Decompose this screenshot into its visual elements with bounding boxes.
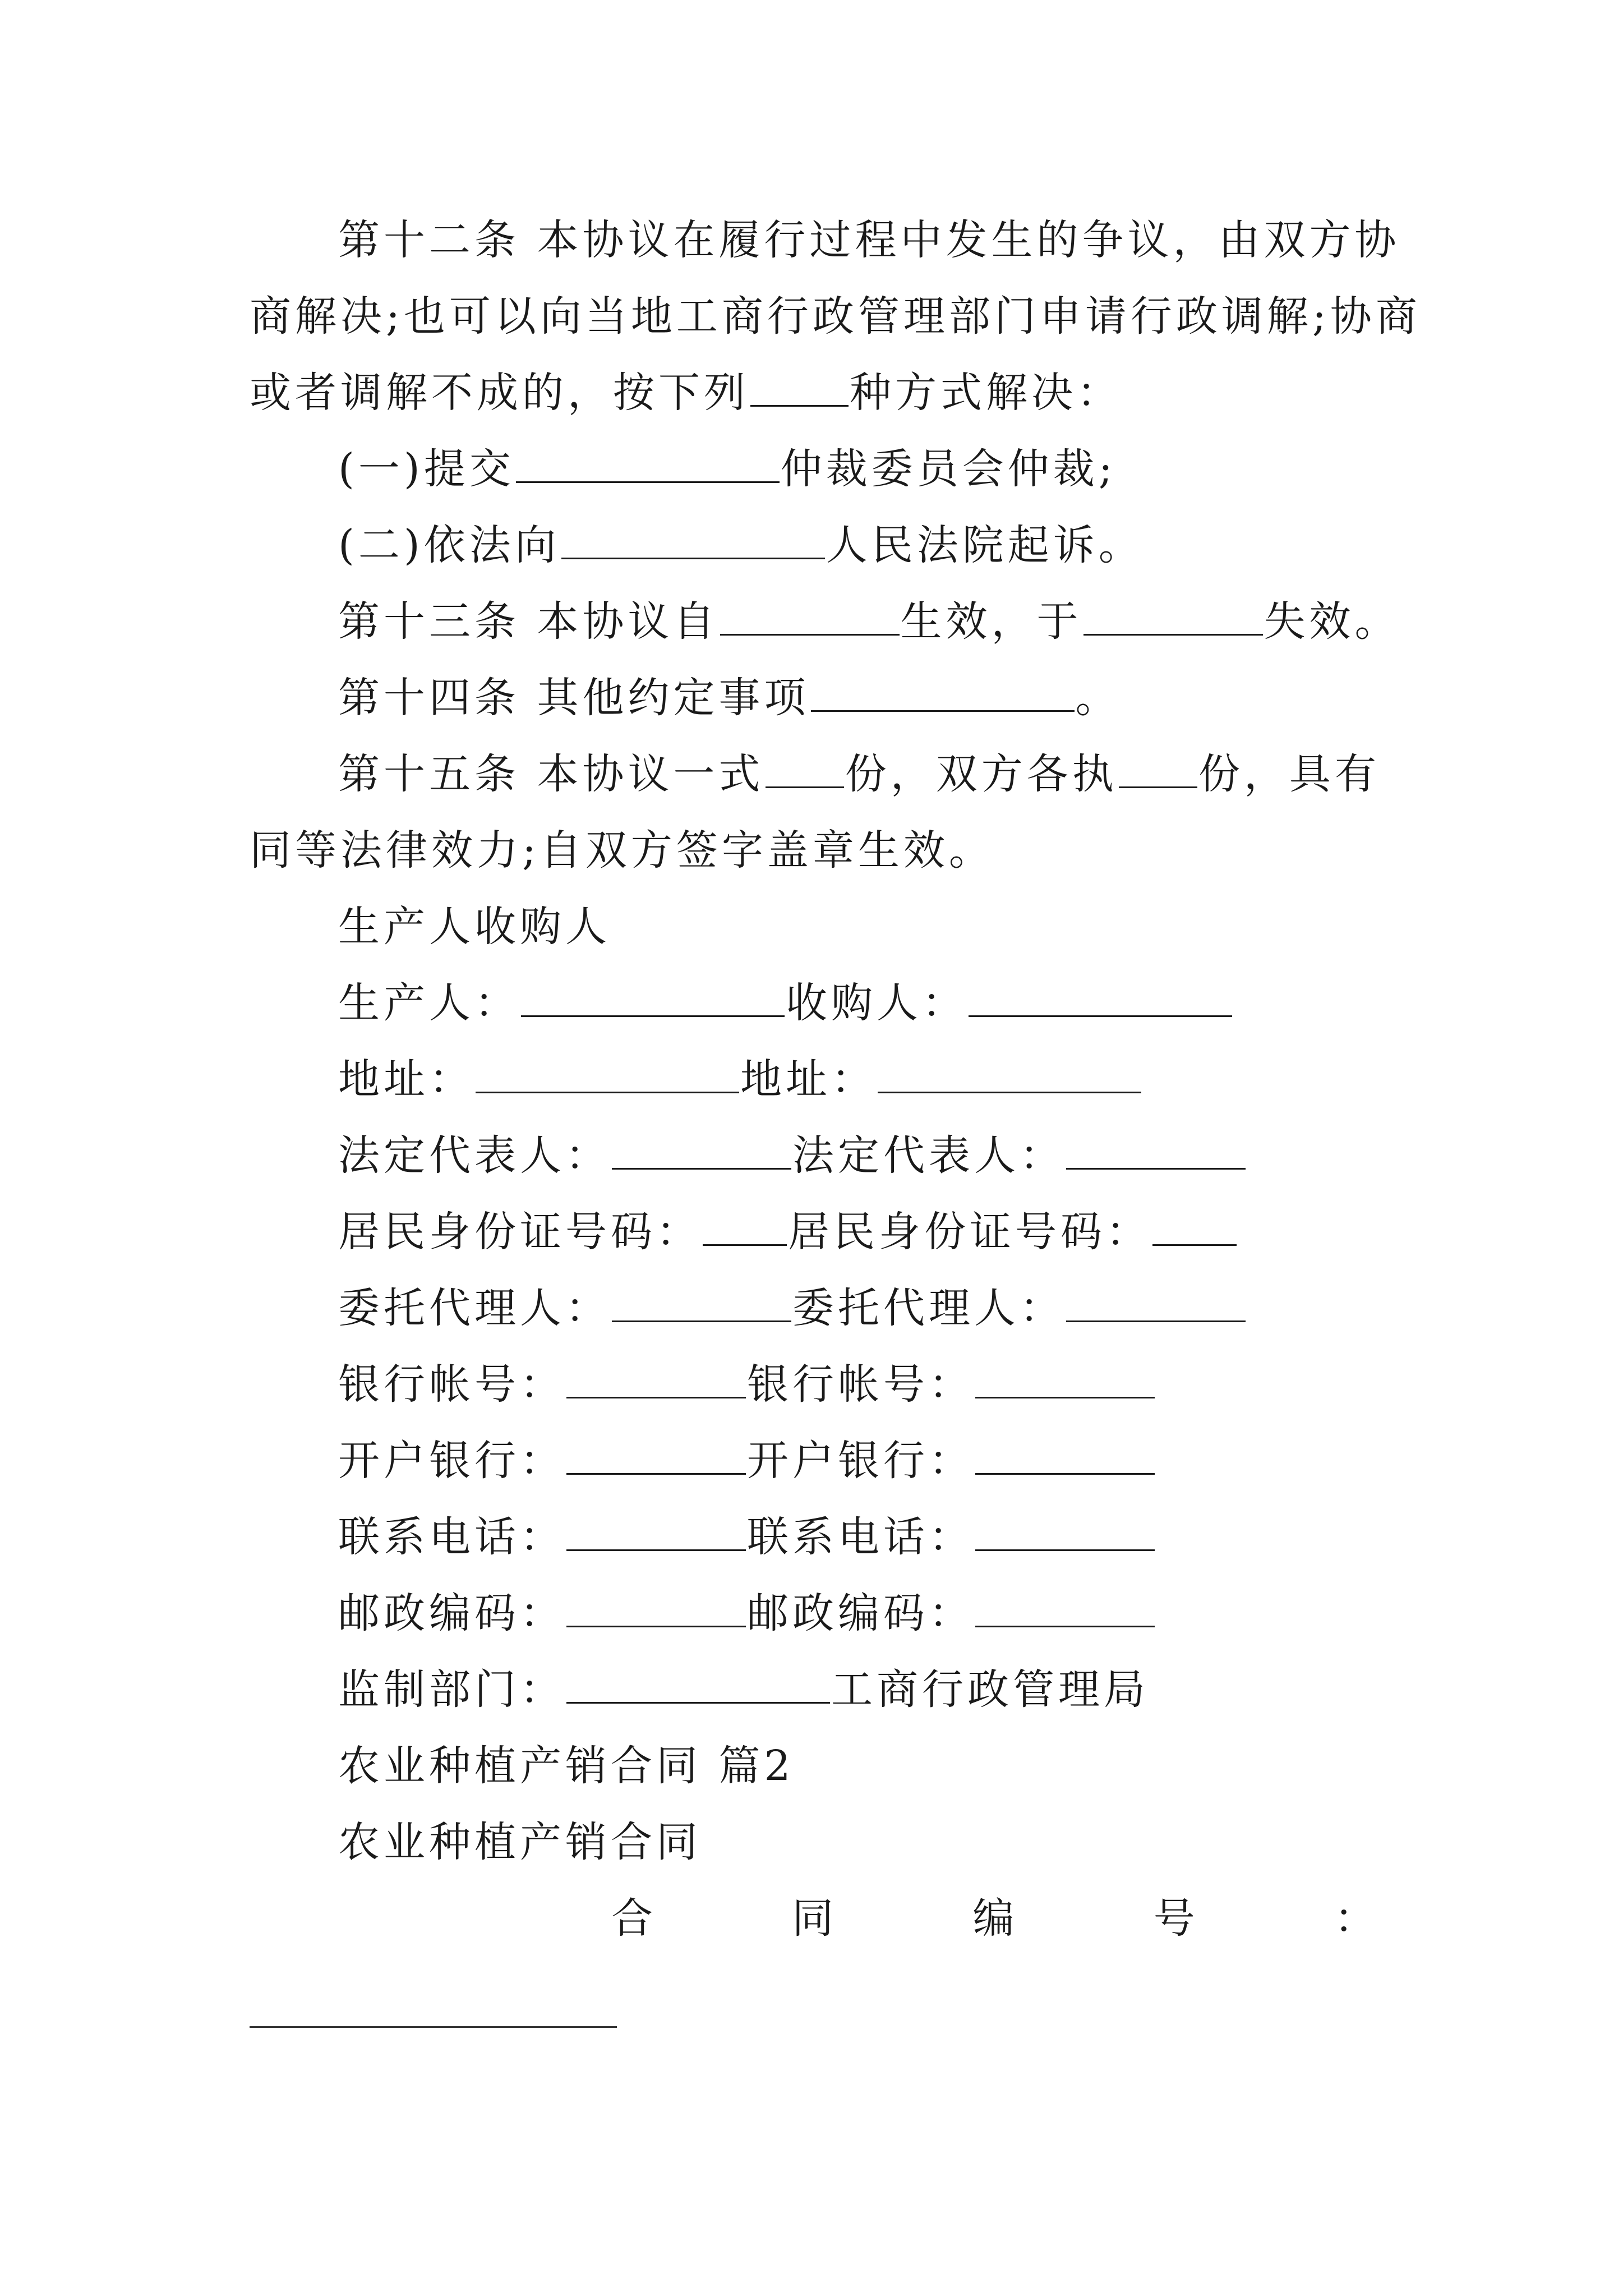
postcode-row — [338, 1585, 1156, 1641]
agent-right-blank[interactable] — [1066, 1280, 1246, 1322]
bank-right-blank[interactable] — [975, 1433, 1155, 1475]
article15-text-a: 第十五条 本协议一式 — [338, 750, 764, 798]
article12-line2: 商解决;也可以向当地工商行政管理部门申请行政调解;协商 — [250, 292, 1421, 341]
address-label-right: 地址： — [740, 1055, 877, 1103]
contract-no-char-2: 同 — [792, 1894, 838, 1943]
contract-no-colon: ： — [1334, 1894, 1380, 1943]
article15-line2: 同等法律效力;自双方签字盖章生效。 — [250, 826, 994, 875]
bank-row — [338, 1433, 1156, 1489]
option2-text-b: 人民法院起诉。 — [826, 521, 1144, 569]
bank-label-left: 开户银行： — [338, 1437, 565, 1485]
copies-each-blank[interactable] — [1119, 746, 1197, 788]
postcode-label-right: 邮政编码： — [747, 1589, 974, 1637]
agent-label-right: 委托代理人： — [792, 1284, 1065, 1332]
supervisor-blank[interactable] — [566, 1662, 830, 1704]
bank-label-right: 开户银行： — [747, 1437, 974, 1485]
article12-text-a: 或者调解不成的，按下列 — [250, 369, 749, 417]
article12-line3 — [250, 365, 1122, 421]
copies-total-blank[interactable] — [766, 746, 844, 788]
article12-text-b: 种方式解决： — [850, 369, 1122, 417]
article13-text-a: 第十三条 本协议自 — [338, 597, 719, 646]
phone-label-left: 联系电话： — [338, 1513, 565, 1561]
producer-buyer-row — [338, 975, 1233, 1031]
article15-text-b: 份，双方各执 — [845, 750, 1118, 798]
phone-row — [338, 1509, 1156, 1565]
postcode-label-left: 邮政编码： — [338, 1589, 565, 1637]
option1-text-b: 仲裁委员会仲裁; — [780, 445, 1117, 493]
phone-left-blank[interactable] — [566, 1509, 746, 1551]
expiry-date-blank[interactable] — [1083, 593, 1263, 636]
article13-text-c: 失效。 — [1264, 597, 1400, 646]
address-label-left: 地址： — [338, 1055, 474, 1103]
id-label-left: 居民身份证号码： — [338, 1208, 702, 1256]
option2-text-a: (二)依法向 — [338, 521, 560, 569]
address-row — [338, 1051, 1142, 1107]
account-label-left: 银行帐号： — [338, 1360, 565, 1409]
legal-rep-right-blank[interactable] — [1066, 1128, 1246, 1170]
article13-text-b: 生效，于 — [900, 597, 1082, 646]
supervisor-label: 监制部门： — [338, 1665, 565, 1714]
option1-line — [338, 441, 1117, 497]
option2-line — [338, 517, 1144, 573]
legal-rep-label-left: 法定代表人： — [338, 1131, 611, 1180]
court-blank[interactable] — [561, 517, 825, 559]
agent-row — [338, 1280, 1247, 1336]
section2-title: 农业种植产销合同 — [338, 1818, 702, 1866]
account-right-blank[interactable] — [975, 1356, 1155, 1398]
postcode-right-blank[interactable] — [975, 1585, 1155, 1627]
bank-left-blank[interactable] — [566, 1433, 746, 1475]
legal-rep-left-blank[interactable] — [612, 1128, 791, 1170]
article14-text-b: 。 — [1075, 674, 1121, 722]
agent-label-left: 委托代理人： — [338, 1284, 611, 1332]
bank-account-row — [338, 1356, 1156, 1412]
legal-rep-label-right: 法定代表人： — [792, 1131, 1065, 1180]
signature-header: 生产人收购人 — [338, 903, 611, 951]
contract-number-row — [611, 1890, 1380, 1947]
id-right-blank[interactable] — [1152, 1204, 1237, 1246]
address-right-blank[interactable] — [878, 1051, 1141, 1093]
account-label-right: 银行帐号： — [747, 1360, 974, 1409]
phone-label-right: 联系电话： — [747, 1513, 974, 1561]
other-matters-blank[interactable] — [811, 670, 1075, 712]
article14-line — [338, 670, 1121, 726]
buyer-blank[interactable] — [969, 975, 1232, 1017]
account-left-blank[interactable] — [566, 1356, 746, 1398]
method-count-blank[interactable] — [750, 365, 849, 407]
buyer-label: 收购人： — [786, 979, 967, 1027]
article12-line1: 第十二条 本协议在履行过程中发生的争议，由双方协 — [338, 216, 1400, 264]
contract-no-char-1: 合 — [611, 1894, 657, 1943]
option1-text-a: (一)提交 — [338, 445, 515, 493]
contract-number-rule — [250, 2026, 617, 2028]
address-left-blank[interactable] — [476, 1051, 739, 1093]
effective-date-blank[interactable] — [720, 593, 900, 636]
phone-right-blank[interactable] — [975, 1509, 1155, 1551]
id-number-row — [338, 1204, 1238, 1260]
supervisor-suffix: 工商行政管理局 — [831, 1665, 1149, 1714]
id-label-right: 居民身份证号码： — [788, 1208, 1151, 1256]
producer-blank[interactable] — [521, 975, 785, 1017]
contract-no-char-3: 编 — [972, 1894, 1018, 1943]
legal-rep-row — [338, 1128, 1247, 1184]
agent-left-blank[interactable] — [612, 1280, 791, 1322]
article15-line1 — [338, 746, 1380, 802]
arbitration-committee-blank[interactable] — [516, 441, 780, 483]
article15-text-c: 份，具有 — [1198, 750, 1380, 798]
article13-line — [338, 593, 1400, 650]
supervisor-row — [338, 1662, 1149, 1718]
section2-heading: 农业种植产销合同 篇2 — [338, 1742, 795, 1790]
id-left-blank[interactable] — [703, 1204, 787, 1246]
contract-no-char-4: 号 — [1153, 1894, 1199, 1943]
article14-text-a: 第十四条 其他约定事项 — [338, 674, 810, 722]
postcode-left-blank[interactable] — [566, 1585, 746, 1627]
producer-label: 生产人： — [338, 979, 520, 1027]
